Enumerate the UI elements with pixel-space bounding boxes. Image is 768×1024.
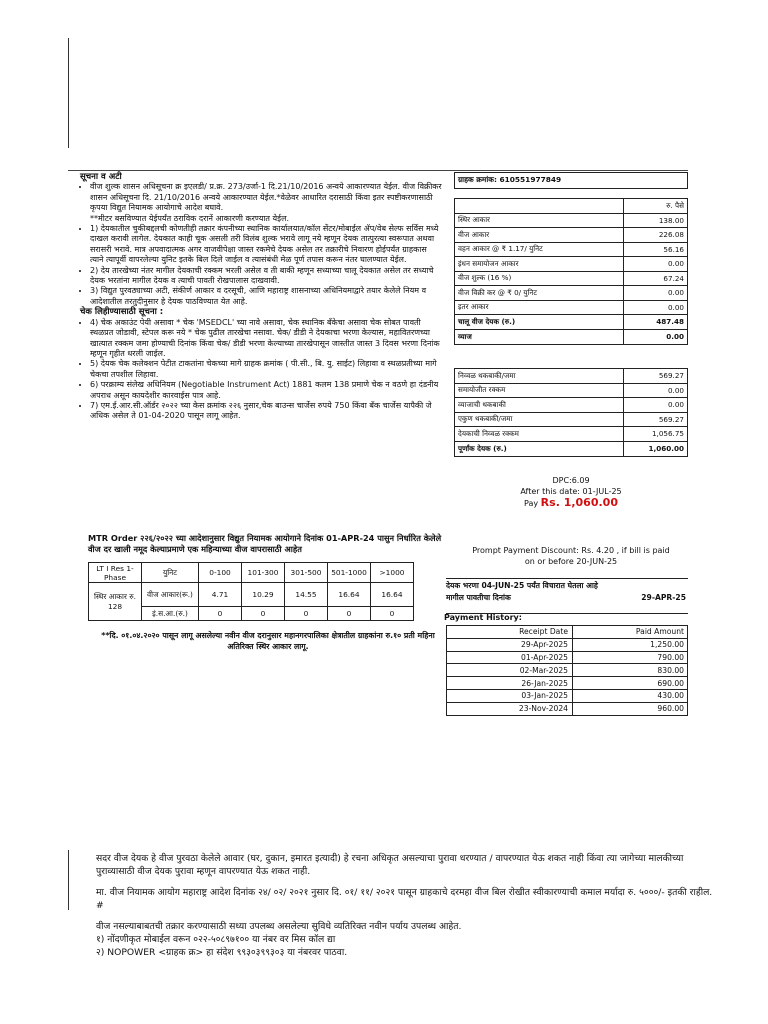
tariff-energy-rate: 4.71: [199, 583, 242, 607]
margin-line: [68, 850, 69, 910]
terms-section: [80, 172, 442, 422]
term-text: **मीटर बसविण्यात येईपर्यंत ठराविक दरानें आकारणी करण्यात येईल.: [90, 213, 290, 223]
payment-summary: [454, 475, 688, 509]
row-value: 0.00: [667, 385, 684, 395]
payment-considered-text: देयक भरणा 04-JUN-25 पर्यंत विचारात घेतला आहे: [446, 581, 598, 590]
list-item: • 4) चेक अकाउंट पेयी असावा * चेक 'MSEDCL' च्या नावे असावा, चेक स्थानिक बँकेचा असावा चेक सोबत पावती स्थळप्रत जोडावी, स्टेपल करू नये * चेक पुढील तारखेचा नसावा. चेक/ डीडी ने देयकाचा भरणा केल्यास, महावितरणच्या खात्यात रक्कम जमा होण्याची दिनांक किंवा चेक/ डीडी भरणा केल्याच्या तारखेपासून जास्तीत जास्त 3 दिवस भरणा दिनांक म्हणून गृहीत धरली जाईल.: [90, 318, 442, 360]
row-value: 569.27: [658, 371, 684, 381]
history-header-row: [447, 626, 687, 639]
table-row: [455, 257, 687, 272]
payment-history-table: [446, 625, 688, 716]
tariff-unit-header: युनिट: [142, 563, 199, 583]
table-row: [447, 690, 687, 703]
row-label: निव्वळ थकबाकी/जमा: [455, 369, 624, 383]
receipt-date: 03-Jan-2025: [447, 690, 573, 702]
table-row: [455, 369, 687, 384]
tariff-energy-label: वीज आकार(रू.): [142, 583, 199, 607]
section-divider: [68, 170, 688, 171]
row-value: 0.00: [667, 259, 684, 269]
table-row: [455, 384, 687, 399]
tariff-energy-rate: 10.29: [242, 583, 285, 607]
row-label: इतर आकार: [455, 301, 624, 315]
row-value: 0.00: [667, 288, 684, 298]
paid-amount: 430.00: [657, 691, 684, 701]
pay-label: Pay: [524, 499, 539, 508]
list-item: • 1) देयकातील चुकीबद्दलची कोणतीही तक्रार कंपनीच्या स्थानिक कार्यालयात/कॉल सेंटर/मोबाईल ॲप/वेब सेल्फ सर्विस मध्ये दाखल करावी लागेल. देयकात काही चूक असली तरी विलंब शुल्क भरावे लागू नये म्हणून देयक तात्पुरत्या स्वरूपात अथवा सरासरी भरावे. मात्र अपवादात्मक अगर वाजवीपेक्षा जास्त रकमेचे देयक असेल तर तक्रारीचे निवारण होईपर्यंत ग्राहकास त्याने त्यापूर्वी वापरलेल्या युनिट इतके बिल दिले जाईल व त्यासंबंधी मेळ पूर्ण तपास करून नंतर घालण्यात येईल.: [90, 224, 442, 266]
row-label: वीज शुल्क (16 %): [455, 272, 624, 286]
last-receipt-label: मागील पावतीचा दिनांक: [446, 593, 511, 602]
margin-line: [68, 38, 69, 148]
pay-line: [454, 497, 688, 509]
row-label: पूर्णांक देयक (रु.): [455, 442, 624, 457]
row-value: 1,060.00: [648, 444, 684, 454]
currency-spacer: [455, 199, 624, 213]
complaint-intro: वीज नसल्याबाबतची तक्रार करण्यासाठी सध्या उपलब्ध असलेल्या सुविधे व्यतिरिक्त नवीन पर्याय उपलब्ध आहेत.: [96, 921, 462, 932]
row-label: चालू वीज देयक (रु.): [455, 315, 624, 329]
tariff-range: 501-1000: [328, 563, 371, 583]
row-label: वहन आकार @ ₹ 1.17/ युनिट: [455, 243, 624, 257]
after-due-date: After this date: 01-JUL-25: [520, 487, 622, 496]
table-row: [455, 427, 687, 442]
row-label: देयकाची निव्वळ रक्कम: [455, 427, 624, 441]
tariff-wheeling-rate: 0: [199, 607, 242, 621]
row-value: 226.08: [658, 230, 684, 240]
row-value: 569.27: [658, 414, 684, 424]
tariff-fixed-charge: स्थिर आकार रु. 128: [89, 583, 142, 621]
payment-considered-box: [446, 578, 688, 614]
row-value: 1,056.75: [651, 429, 684, 439]
row-label: इंधन समायोजन आकार: [455, 257, 624, 271]
currency-label: रु. पैसे: [666, 200, 684, 210]
row-label: वीज विक्री कर @ ₹ 0/ युनिट: [455, 286, 624, 300]
tariff-table: [88, 562, 414, 621]
row-value: 56.16: [663, 244, 684, 254]
disclaimer-paragraph: सदर वीज देयक हे वीज पुरवठा केलेले आवार (घर, दुकान, इमारत इत्यादी) हे रचना अधिकृत असल्याचा पुरावा धरण्यात / वापरण्यात येऊ शकत नाही किंवा त्या जागेच्या मालकीच्या पुराव्यासाठी वीज देयक पुरावा म्हणून वापरण्यात येऊ शकत नाही.: [96, 853, 684, 877]
terms-title: सूचना व अटी: [80, 172, 122, 182]
tariff-range: 301-500: [285, 563, 328, 583]
tariff-energy-rate: 14.55: [285, 583, 328, 607]
disclaimer-section: [96, 852, 716, 959]
last-receipt-date: 29-APR-25: [641, 593, 686, 602]
tariff-wheeling-rate: 0: [371, 607, 414, 621]
receipt-date: 26-Jan-2025: [447, 677, 573, 689]
cash-limit-paragraph: मा. वीज नियामक आयोग महाराष्ट्र आदेश दिनांक २४/ ०२/ २०२१ नुसार दि. ०१/ ११/ २०२१ पासून ग्राहकाचे दरमहा वीज बिल रोखीत स्वीकारण्याची कमाल मर्यादा रु. ५०००/- इतकी राहील. #: [96, 887, 713, 911]
currency-header-row: [455, 199, 687, 214]
receipt-date: 23-Nov-2024: [447, 703, 573, 715]
list-item: • 5) देयक चेक कलेक्शन पेटीत टाकतांना चेकच्या मागे ग्राहक क्रमांक ( पी.सी., बि. यु. साईट) लिहावा व स्थळप्रतीच्या मागे चेकचा तपशील लिहावा.: [90, 359, 442, 380]
row-label: वीज आकार: [455, 228, 624, 242]
tariff-heading: MTR Order २२६/२०२२ च्या आदेशानुसार विद्युत नियामक आयोगाने दिनांक 01-APR-24 पासुन निर्धारित केलेले वीज दर खाली नमूद केल्याप्रमाणे एक महिन्याच्या वीज वापरासाठी आहेत: [88, 533, 442, 554]
dpc-amount: DPC:6.09: [552, 476, 590, 485]
complaint-option-2: २) NOPOWER <ग्राहक क्र> हा संदेश ९९३०३९९३०३ या नंबरवर पाठवा.: [96, 947, 348, 958]
list-item: [90, 182, 442, 224]
table-row: [447, 703, 687, 715]
pay-amount: Rs. 1,060.00: [540, 496, 618, 509]
tariff-footnote: **दि. ०१.०४.२०२० पासून लागू असलेल्या नवीन वीज दरानुसार महानगरपालिका क्षेत्रातील ग्राहकांना रु.१० प्रती महिना अतिरिक्त स्थिर आकार लागू.: [101, 631, 435, 651]
cheque-list: [80, 318, 442, 422]
tariff-wheeling-rate: 0: [328, 607, 371, 621]
term-text: वीज शुल्क शासन अधिसूचना क्र इएलडी/ प्र.क्र. 273/उर्जा-1 दि.21/10/2016 अन्वये आकारण्यात येईल. वीज विक्रीकर शासन अधिसूचना दि. 21/10/2016 अन्वये आकारण्यात येईल.*वेळेवर आधारित दरासाठी किंवा इतर स्पष्टीकरणासाठी कृपया विद्युत नियामक आयोगाचे आदेश बघावे.: [90, 182, 442, 213]
row-label: स्थिर आकार: [455, 214, 624, 228]
prompt-line-2: on or before 20-JUN-25: [524, 557, 618, 566]
row-value: 0.00: [667, 302, 684, 312]
table-row: [455, 330, 687, 345]
receipt-date: 01-Apr-2025: [447, 652, 573, 664]
table-row: [455, 398, 687, 413]
tariff-range: >1000: [371, 563, 414, 583]
paid-amount: 690.00: [657, 678, 684, 688]
row-value: 0.00: [666, 332, 684, 342]
prompt-discount: [454, 545, 688, 567]
table-row: [455, 413, 687, 428]
tariff-range: 101-300: [242, 563, 285, 583]
paid-amount: 1,250.00: [650, 640, 684, 650]
list-item: • 3) विद्युत पुरवठ्याच्या अटी, संकीर्ण आकार व दरसूची, आणि महाराष्ट्र शासनाच्या अधिनियमाद्वारे तयार केलेले नियम व आदेशातील तरतुदीनुसार हे देयक पाठविण्यात येत आहे.: [90, 286, 442, 307]
table-row: [455, 214, 687, 229]
table-row: [447, 664, 687, 677]
row-value: 67.24: [663, 273, 684, 283]
receipt-date: 02-Mar-2025: [447, 664, 573, 676]
tariff-wheeling-rate: 0: [242, 607, 285, 621]
tariff-wheeling-label: इं.स.आ.(रु.): [142, 607, 199, 621]
table-row: [447, 677, 687, 690]
arrears-table: [454, 368, 688, 457]
history-amount-header: Paid Amount: [635, 627, 684, 637]
consumer-number: ग्राहक क्रमांक: 610551977849: [454, 172, 688, 189]
receipt-date: 29-Apr-2025: [447, 639, 573, 651]
table-row: [455, 315, 687, 330]
tariff-energy-rate: 16.64: [328, 583, 371, 607]
table-row: [455, 286, 687, 301]
last-receipt-row: [446, 593, 688, 603]
payment-history-title: Payment History:: [444, 613, 522, 622]
row-value: 138.00: [658, 215, 684, 225]
table-row: [455, 243, 687, 258]
history-date-header: Receipt Date: [447, 626, 573, 638]
tariff-range: 0-100: [199, 563, 242, 583]
row-label: व्याज: [455, 330, 624, 345]
tariff-category: LT I Res 1-Phase: [89, 563, 142, 583]
list-item: • 2) देय तारखेच्या नंतर मागील देयकाची रक्कम भरली असेल व ती बाकी म्हणून सध्याच्या चालू देयकात असेल तर सध्याचे देयक भरतांना मागील देयक व त्याची पावती रोखपालास दाखवावी.: [90, 266, 442, 287]
row-value: 487.48: [656, 317, 684, 327]
row-label: समायोजीत रक्कम: [455, 384, 624, 398]
table-row: [455, 272, 687, 287]
paid-amount: 830.00: [657, 665, 684, 675]
charges-table: [454, 198, 688, 345]
terms-list: [80, 182, 442, 307]
tariff-wheeling-rate: 0: [285, 607, 328, 621]
tariff-energy-rate: 16.64: [371, 583, 414, 607]
table-row: [455, 228, 687, 243]
table-row: [447, 652, 687, 665]
prompt-line-1: Prompt Payment Discount: Rs. 4.20 , if bill is paid: [472, 546, 670, 555]
row-label: व्याजाची थकबाकी: [455, 398, 624, 412]
row-value: 0.00: [667, 400, 684, 410]
table-row: [455, 442, 687, 457]
complaint-option-1: १) नोंदणीकृत मोबाईल वरून ०२२-५०८९७१०० या नंबर वर मिस कॉल द्या: [96, 934, 336, 945]
paid-amount: 790.00: [657, 652, 684, 662]
cheque-title: चेक लिहीण्यासाठी सूचना :: [80, 307, 164, 318]
table-row: [447, 639, 687, 652]
list-item: • 7) एम.ई.आर.सी.ऑर्डर २०२२ च्या केस क्रमांक २२६ नुसार,चेक बाउन्स चार्जेस रुपये 750 किंवा बँक चार्जेस यापैकी जे अधिक असेल ते 01-04-2020 पासून लागू आहेत.: [90, 401, 442, 422]
row-label: एकुण थकबाकी/जमा: [455, 413, 624, 427]
list-item: • 6) परक्राम्य संलेख अधिनियम (Negotiable Instrument Act) 1881 कलम 138 प्रमाणे चेक न वठणे हा दंडनीय अपराध असून कायदेशीर कारवाईस पात्र आहे.: [90, 380, 442, 401]
table-row: [455, 301, 687, 316]
paid-amount: 960.00: [657, 704, 684, 714]
